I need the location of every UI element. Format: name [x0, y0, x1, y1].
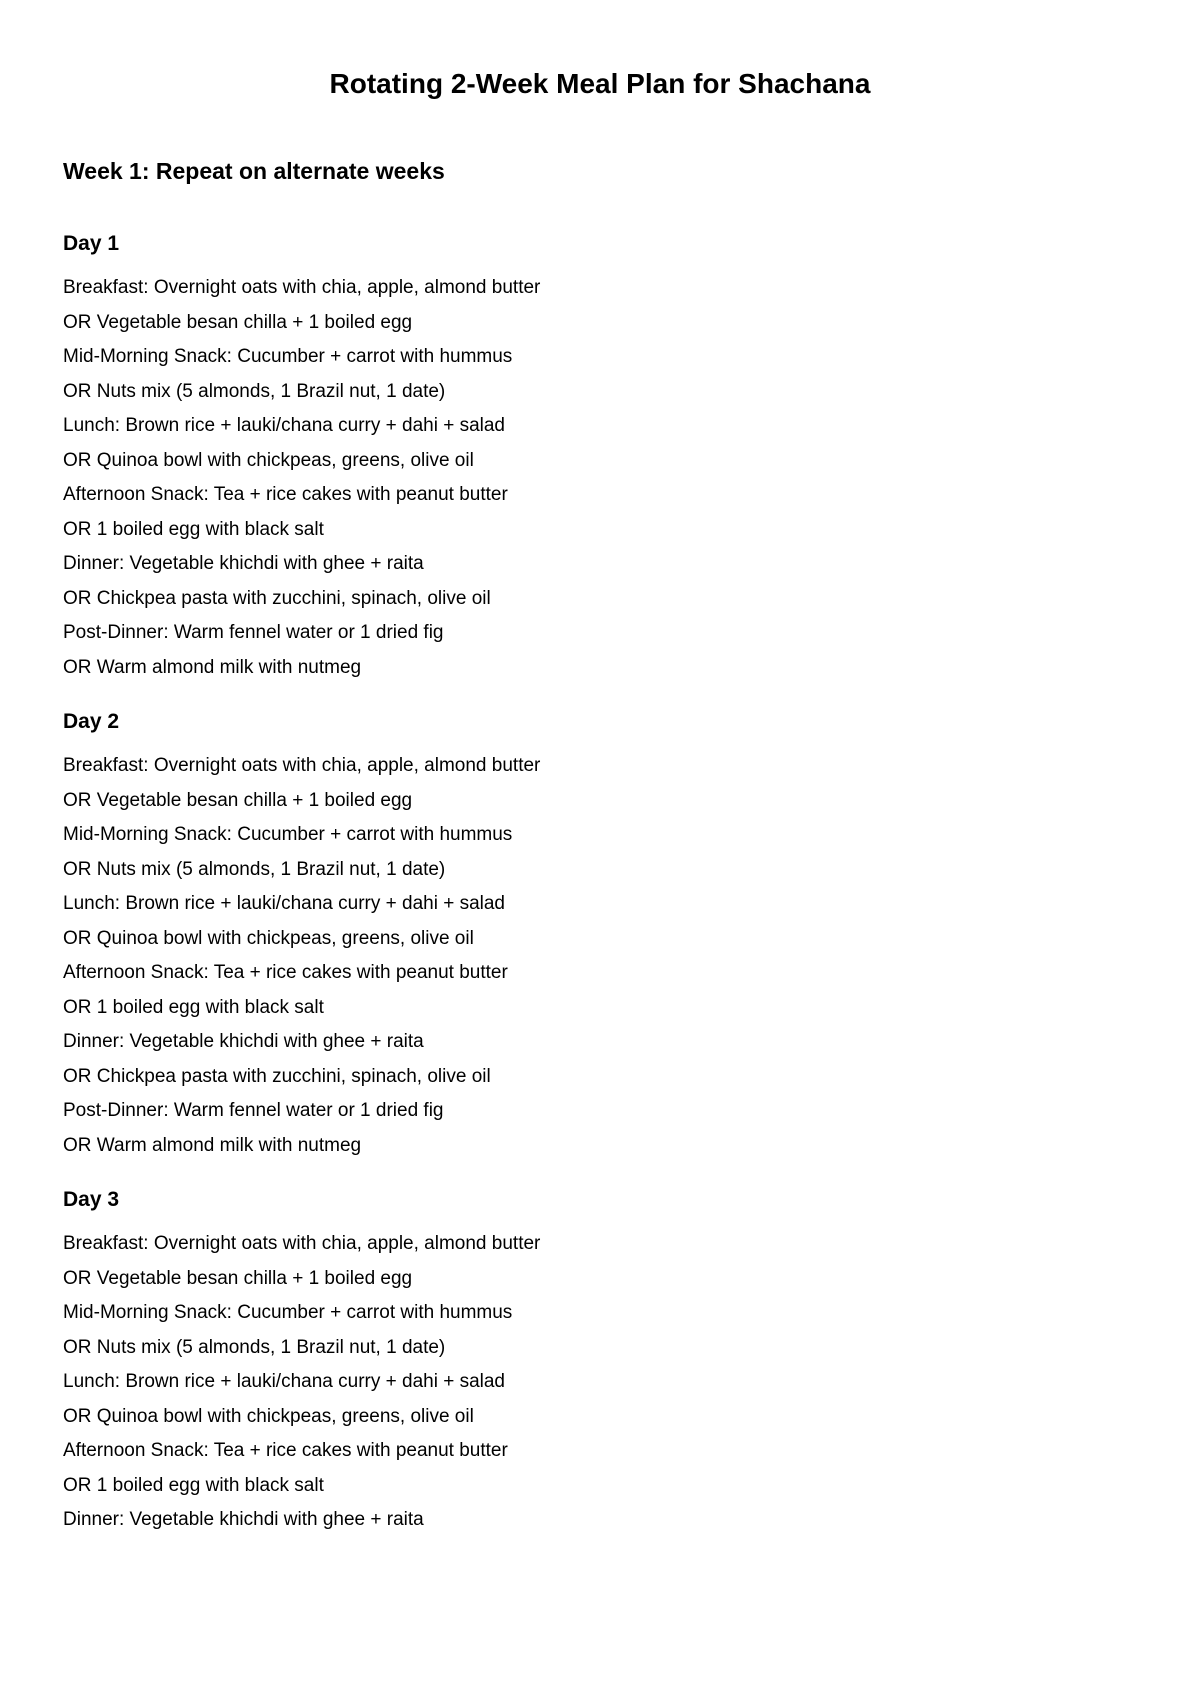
meal-line: Dinner: Vegetable khichdi with ghee + raita [63, 1031, 424, 1052]
meal-line: Afternoon Snack: Tea + rice cakes with peanut butter [63, 1440, 508, 1461]
document-content [63, 155, 1143, 1560]
day-heading: Day 3 [63, 1188, 120, 1211]
day-section [63, 707, 1143, 1163]
meal-line: Lunch: Brown rice + lauki/chana curry + dahi + salad [63, 893, 506, 914]
document-title: Rotating 2-Week Meal Plan for Shachana [329, 68, 871, 99]
week-heading: Week 1: Repeat on alternate weeks [63, 158, 445, 184]
meal-line: Post-Dinner: Warm fennel water or 1 dried fig [63, 1100, 444, 1121]
meal-line: Lunch: Brown rice + lauki/chana curry + dahi + salad [63, 1371, 506, 1392]
meal-line: OR Chickpea pasta with zucchini, spinach, olive oil [63, 1065, 491, 1087]
meal-line: OR Quinoa bowl with chickpeas, greens, olive oil [63, 1405, 474, 1427]
meal-line: Afternoon Snack: Tea + rice cakes with peanut butter [63, 484, 508, 505]
meal-line: Breakfast: Overnight oats with chia, apple, almond butter [63, 1233, 541, 1254]
meal-line: Dinner: Vegetable khichdi with ghee + raita [63, 553, 424, 574]
meal-line: OR Nuts mix (5 almonds, 1 Brazil nut, 1 date) [63, 858, 446, 880]
day-heading: Day 2 [63, 710, 120, 733]
meal-line: Post-Dinner: Warm fennel water or 1 dried fig [63, 622, 444, 643]
meal-line: Lunch: Brown rice + lauki/chana curry + dahi + salad [63, 415, 506, 436]
meal-line: OR Quinoa bowl with chickpeas, greens, olive oil [63, 927, 474, 949]
meal-line: Breakfast: Overnight oats with chia, apple, almond butter [63, 277, 541, 298]
day-section [63, 229, 1143, 685]
day-heading: Day 1 [63, 232, 120, 255]
meal-line: Breakfast: Overnight oats with chia, apple, almond butter [63, 755, 541, 776]
meal-line: Dinner: Vegetable khichdi with ghee + raita [63, 1509, 424, 1530]
meal-line: Mid-Morning Snack: Cucumber + carrot with hummus [63, 346, 513, 367]
meal-line: OR Vegetable besan chilla + 1 boiled egg [63, 789, 413, 811]
days-container [63, 229, 1143, 1538]
meal-line: OR Vegetable besan chilla + 1 boiled egg [63, 1267, 413, 1289]
meal-list [63, 1227, 1143, 1538]
meal-line: Mid-Morning Snack: Cucumber + carrot with hummus [63, 824, 513, 845]
meal-list [63, 271, 1143, 685]
meal-line: OR Vegetable besan chilla + 1 boiled egg [63, 311, 413, 333]
meal-line: OR 1 boiled egg with black salt [63, 996, 324, 1018]
meal-line: OR Nuts mix (5 almonds, 1 Brazil nut, 1 date) [63, 1336, 446, 1358]
meal-list [63, 749, 1143, 1163]
meal-line: OR Quinoa bowl with chickpeas, greens, olive oil [63, 449, 474, 471]
meal-line: OR 1 boiled egg with black salt [63, 518, 324, 540]
meal-line: OR 1 boiled egg with black salt [63, 1474, 324, 1496]
meal-line: OR Chickpea pasta with zucchini, spinach, olive oil [63, 587, 491, 609]
meal-line: OR Nuts mix (5 almonds, 1 Brazil nut, 1 date) [63, 380, 446, 402]
meal-line: OR Warm almond milk with nutmeg [63, 1134, 362, 1156]
meal-line: OR Warm almond milk with nutmeg [63, 656, 362, 678]
meal-line: Mid-Morning Snack: Cucumber + carrot with hummus [63, 1302, 513, 1323]
day-section [63, 1185, 1143, 1538]
meal-line: Afternoon Snack: Tea + rice cakes with peanut butter [63, 962, 508, 983]
